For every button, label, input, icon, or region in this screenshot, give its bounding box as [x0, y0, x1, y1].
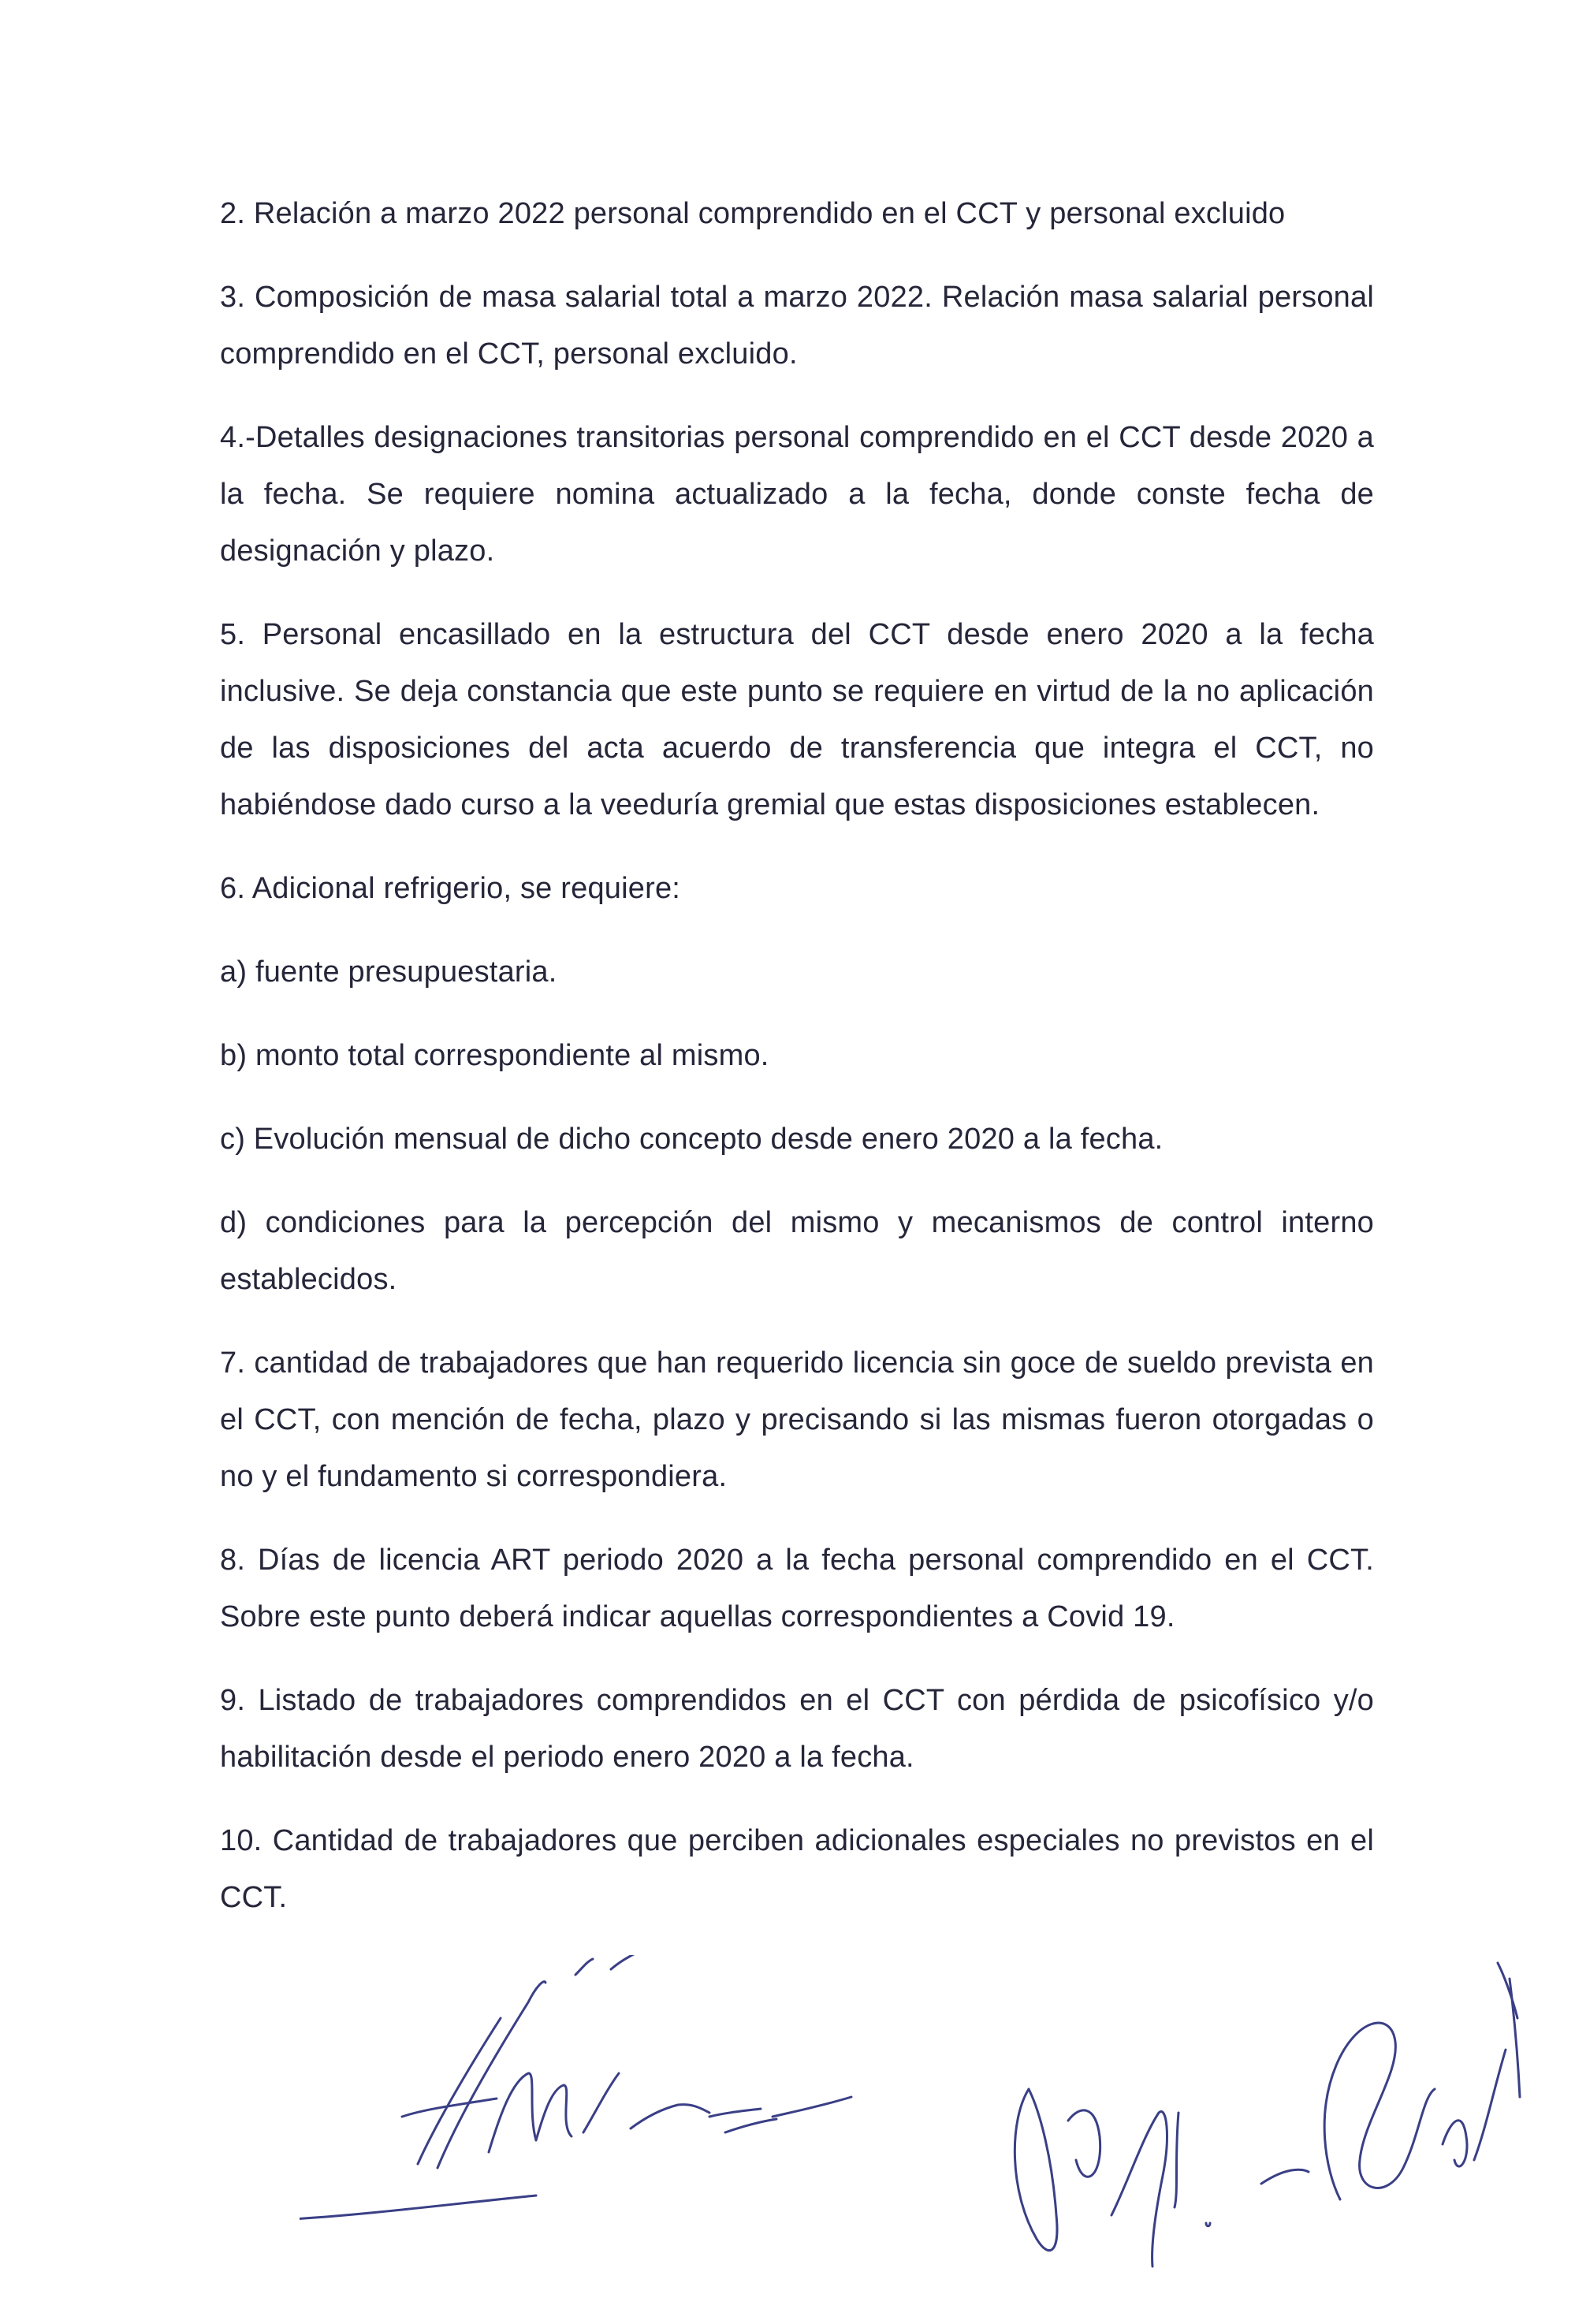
item-6c: c) Evolución mensual de dicho concepto desde enero 2020 a la fecha.: [220, 1123, 1164, 1156]
item-10: 10. Cantidad de trabajadores que perciben adicionales especiales no previstos en el CCT.: [220, 1824, 1374, 1914]
item-6b: b) monto total correspondiente al mismo.: [220, 1039, 769, 1072]
signatures: [300, 1955, 1529, 2286]
item-6: 6. Adicional refrigerio, se requiere:: [220, 872, 681, 905]
item-6a: a) fuente presupuestaria.: [220, 955, 557, 989]
signature-left: [300, 1955, 851, 2219]
handwritten-signatures: [300, 1955, 1529, 2286]
item-3: 3. Composición de masa salarial total a marzo 2022. Relación masa salarial personal comprendido en el CCT, personal excluido.: [220, 281, 1374, 371]
item-6d: d) condiciones para la percepción del mismo y mecanismos de control interno establecidos.: [220, 1206, 1374, 1296]
item-9: 9. Listado de trabajadores comprendidos en el CCT con pérdida de psicofísico y/o habilitación desde el periodo enero 2020 a la fecha.: [220, 1684, 1374, 1774]
item-8: 8. Días de licencia ART periodo 2020 a la fecha personal comprendido en el CCT. Sobre este punto deberá indicar aquellas correspondientes a Covid 19.: [220, 1544, 1374, 1633]
item-2: 2. Relación a marzo 2022 personal comprendido en el CCT y personal excluido: [220, 197, 1286, 230]
item-7: 7. cantidad de trabajadores que han requerido licencia sin goce de sueldo prevista en el CCT, con mención de fecha, plazo y precisando si las mismas fueron otorgadas o no y el fundamento si correspondiera.: [220, 1346, 1374, 1493]
signature-right: [1015, 1963, 1520, 2266]
item-5: 5. Personal encasillado en la estructura del CCT desde enero 2020 a la fecha inclusive. Se deja constancia que este punto se requiere en virtud de la no aplicación de las disposiciones del acta acuerdo de transferencia que integra el CCT, no habiéndose dado curso a la veeduría gremial que estas disposiciones establecen.: [220, 618, 1374, 821]
document-body: [220, 185, 1374, 1953]
item-4: 4.-Detalles designaciones transitorias personal comprendido en el CCT desde 2020 a la fecha. Se requiere nomina actualizado a la fecha, donde conste fecha de designación y plazo.: [220, 421, 1374, 568]
